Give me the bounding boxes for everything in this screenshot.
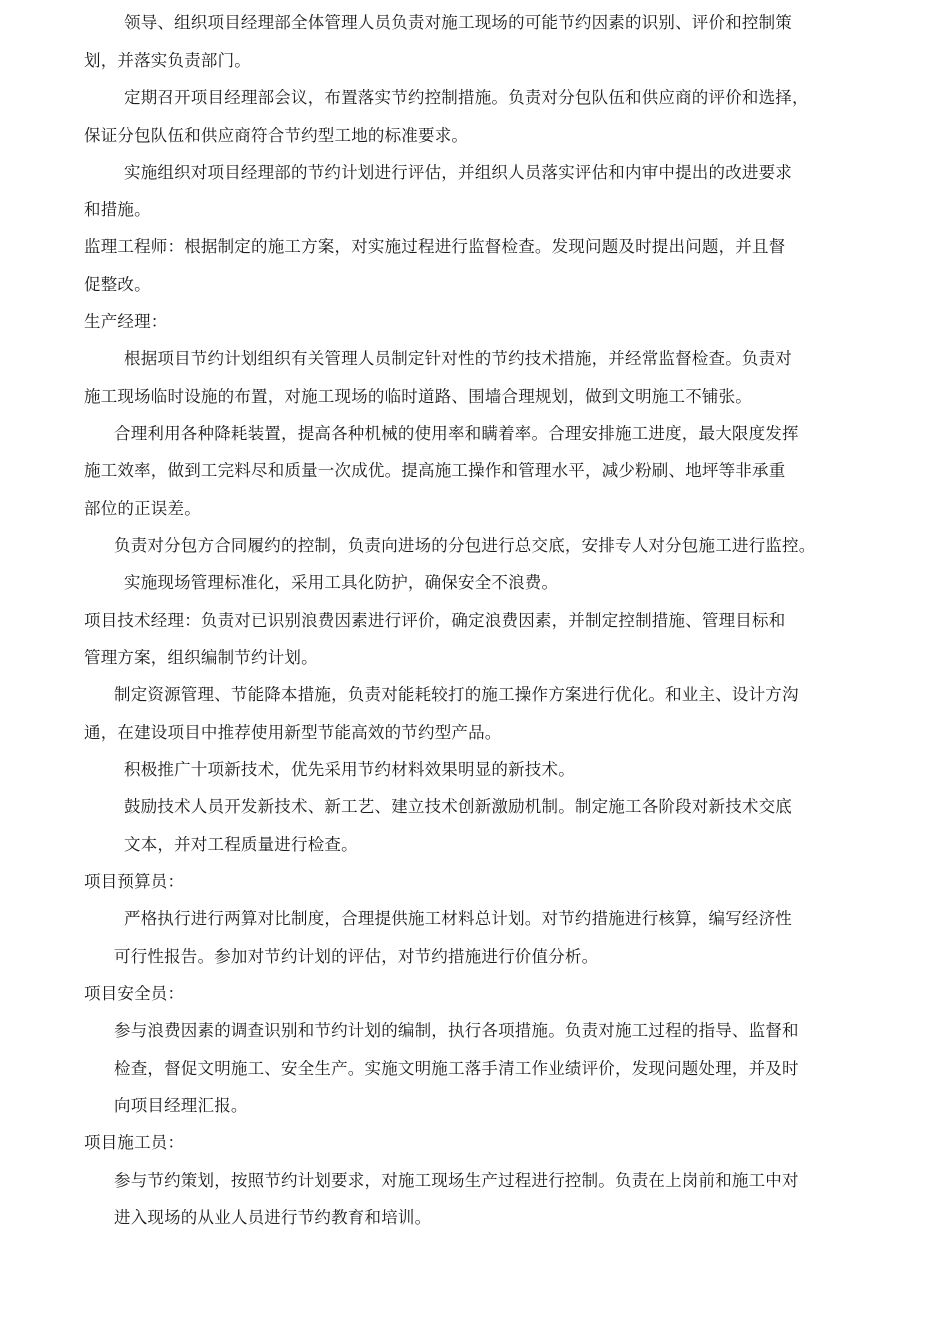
text-line: 严格执行进行两算对比制度，合理提供施工材料总计划。对节约措施进行核算，编写经济性	[124, 909, 792, 928]
text-line: 和措施。	[84, 200, 151, 219]
text-line: 根据项目节约计划组织有关管理人员制定针对性的节约技术措施，并经常监督检查。负责对	[124, 349, 792, 368]
text-line: 积极推广十项新技术，优先采用节约材料效果明显的新技术。	[124, 760, 575, 779]
text-line: 定期召开项目经理部会议，布置落实节约控制措施。负责对分包队伍和供应商的评价和选择，	[124, 88, 809, 107]
text-line: 鼓励技术人员开发新技术、新工艺、建立技术创新激励机制。制定施工各阶段对新技术交底	[124, 797, 792, 816]
section-heading: 监理工程师：根据制定的施工方案，对实施过程进行监督检查。发现问题及时提出问题，并且督	[84, 237, 786, 256]
section-heading: 项目技术经理：负责对已识别浪费因素进行评价，确定浪费因素，并制定控制措施、管理目标和	[84, 611, 786, 630]
text-line: 保证分包队伍和供应商符合节约型工地的标准要求。	[84, 126, 469, 145]
text-line: 实施现场管理标准化，采用工具化防护，确保安全不浪费。	[124, 573, 559, 592]
text-line: 制定资源管理、节能降本措施，负责对能耗较打的施工操作方案进行优化。和业主、设计方沟	[114, 685, 799, 704]
text-line: 进入现场的从业人员进行节约教育和培训。	[114, 1208, 432, 1227]
text-line: 可行性报告。参加对节约计划的评估，对节约措施进行价值分析。	[114, 947, 599, 966]
section-heading: 生产经理：	[84, 312, 168, 331]
text-line: 参与节约策划，按照节约计划要求，对施工现场生产过程进行控制。负责在上岗前和施工中对	[114, 1171, 799, 1190]
text-line: 管理方案，组织编制节约计划。	[84, 648, 318, 667]
text-line: 文本，并对工程质量进行检查。	[124, 835, 358, 854]
text-line: 施工效率，做到工完料尽和质量一次成优。提高施工操作和管理水平，减少粉刷、地坪等非承重	[84, 461, 786, 480]
text-line: 检查，督促文明施工、安全生产。实施文明施工落手清工作业绩评价，发现问题处理，并及时	[114, 1059, 799, 1078]
text-line: 负责对分包方合同履约的控制，负责向进场的分包进行总交底，安排专人对分包施工进行监控。	[114, 536, 816, 555]
text-line: 实施组织对项目经理部的节约计划进行评估，并组织人员落实评估和内审中提出的改进要求	[124, 163, 792, 182]
section-heading: 项目施工员：	[84, 1133, 185, 1152]
text-line: 向项目经理汇报。	[114, 1096, 248, 1115]
text-line: 通，在建设项目中推荐使用新型节能高效的节约型产品。	[84, 723, 502, 742]
text-line: 参与浪费因素的调查识别和节约计划的编制，执行各项措施。负责对施工过程的指导、监督和	[114, 1021, 799, 1040]
text-line: 划，并落实负责部门。	[84, 51, 251, 70]
text-line: 促整改。	[84, 275, 151, 294]
text-line: 合理利用各种降耗装置，提高各种机械的使用率和瞒着率。合理安排施工进度，最大限度发挥	[114, 424, 799, 443]
text-line: 施工现场临时设施的布置，对施工现场的临时道路、围墙合理规划，做到文明施工不铺张。	[84, 387, 752, 406]
section-heading: 项目安全员：	[84, 984, 185, 1003]
text-line: 部位的正误差。	[84, 499, 201, 518]
section-heading: 项目预算员：	[84, 872, 185, 891]
text-line: 领导、组织项目经理部全体管理人员负责对施工现场的可能节约因素的识别、评价和控制策	[124, 13, 792, 32]
